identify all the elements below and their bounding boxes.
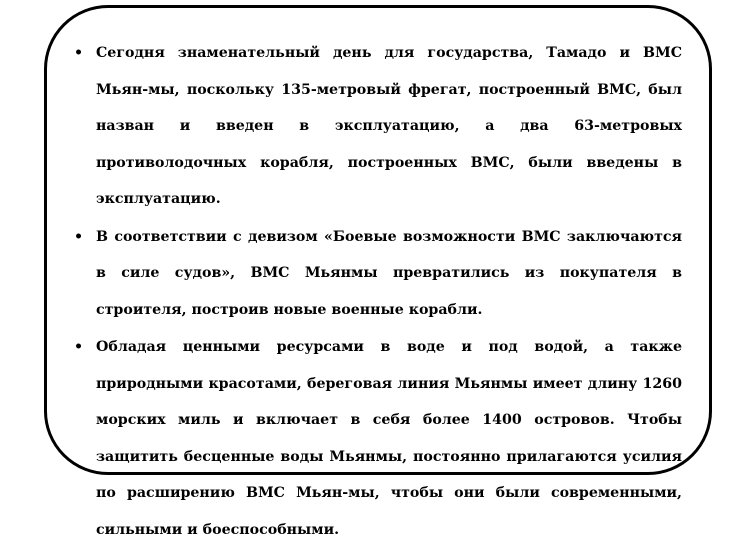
bullet-text: Сегодня знаменательный день для государства, Тамадо и ВМС Мьян-мы, поскольку 135-метровый фрегат, построенный ВМС, был назван и введен в эксплуатацию, а два 63-метровых противолодочных корабля, построенных ВМС, были введены в эксплуатацию. [96,45,682,207]
bullet-item-coastline [66,329,682,548]
bullet-text: Обладая ценными ресурсами в воде и под водой, а также природными красотами, береговая линия Мьянмы имеет длину 1260 морских миль и включает в себя более 1400 островов. Чтобы защитить бесценные воды Мьянмы, постоянно прилагаются усилия по расширению ВМС Мьян-мы, чтобы они были современными, сильными и боеспособными. [96,339,682,538]
bullet-list [66,35,682,549]
bullet-marker: • [74,339,84,355]
bullet-text: В соответствии с девизом «Боевые возможности ВМС заключаются в силе судов», ВМС Мьянмы превратились из покупателя в строителя, построив новые военные корабли. [96,228,682,318]
bullet-marker: • [74,228,84,245]
bullet-item-navy-commissioning [66,35,682,218]
bullet-marker: • [74,45,84,61]
bullet-item-navy-motto [66,219,682,329]
